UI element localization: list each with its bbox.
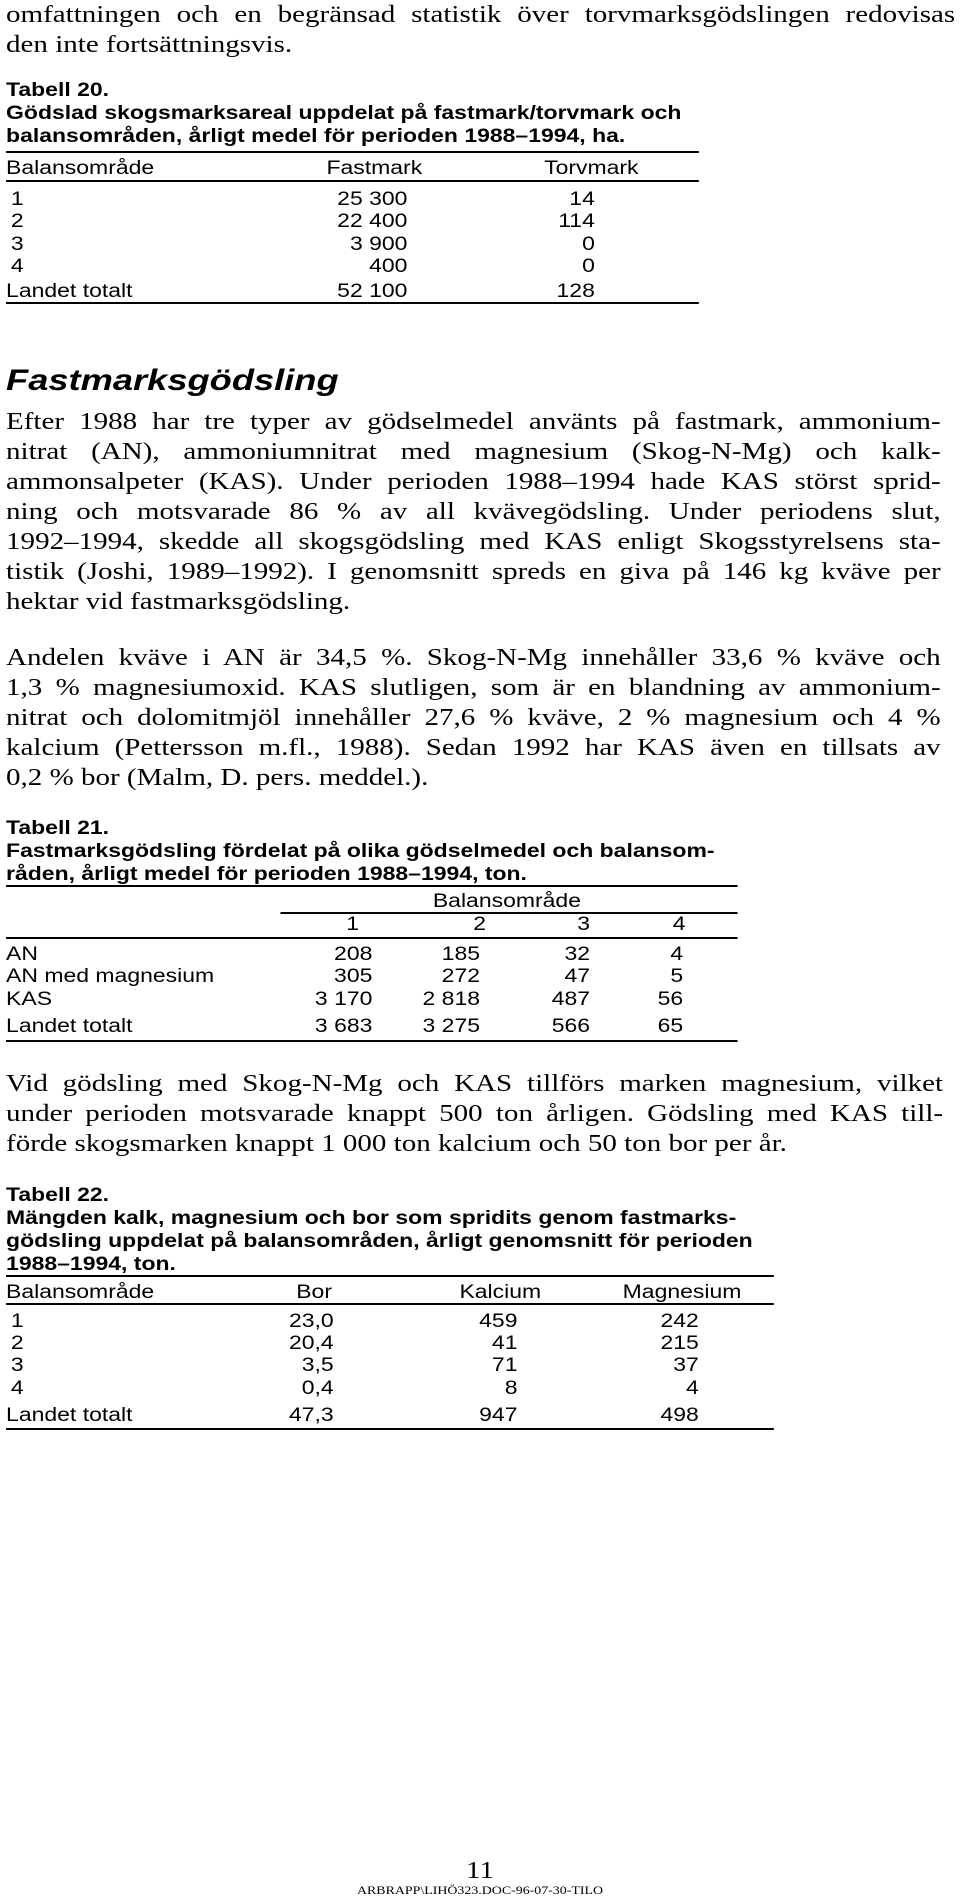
table-cell: 4 (686, 1378, 699, 1399)
text-line: under perioden motsvarade knappt 500 ton årligen. Gödsling med KAS till- (6, 1101, 944, 1127)
table-cell: 272 (441, 966, 480, 987)
text-line: Andelen kväve i AN är 34,5 %. Skog-N-Mg innehåller 33,6 % kväve och (6, 645, 941, 671)
row-label: 2 (10, 1333, 24, 1354)
body-paragraph (6, 407, 941, 617)
table-cell: 0 (582, 234, 595, 255)
table-cell: 3 170 (314, 989, 373, 1010)
row-label: 3 (10, 234, 24, 255)
table-header-row (0, 158, 960, 180)
row-label: 3 (10, 1355, 24, 1376)
table-cell: 23,0 (288, 1311, 334, 1332)
table-row (0, 966, 960, 988)
text-line: Vid gödsling med Skog-N-Mg och KAS tillförs marken magnesium, vilket (6, 1071, 944, 1097)
table-cell: 3 683 (314, 1016, 373, 1037)
table-rule (6, 1428, 774, 1430)
table-cell: 215 (660, 1333, 699, 1354)
column-group-header: Balansområde (432, 891, 581, 912)
table-cell: 14 (569, 189, 595, 210)
table-cell: 242 (660, 1311, 699, 1332)
table-row (0, 1355, 960, 1377)
table-row (0, 256, 960, 278)
row-label: Landet totalt (6, 1016, 133, 1037)
table-cell: 3,5 (301, 1355, 334, 1376)
column-header: Torvmark (544, 158, 639, 179)
table-title-line: Gödslad skogsmarksareal uppdelat på fastmark/torvmark och (6, 103, 682, 124)
table-rule (6, 1275, 774, 1277)
table-cell: 41 (491, 1333, 518, 1354)
table-row (0, 989, 960, 1011)
table-header-row (0, 914, 960, 936)
table-21-caption (6, 817, 714, 886)
table-rule (6, 302, 699, 304)
column-header: Fastmark (326, 158, 423, 179)
table-cell: 4 (670, 944, 684, 965)
table-row (0, 944, 960, 966)
table-cell: 400 (369, 256, 408, 277)
table-cell: 498 (660, 1405, 699, 1426)
table-cell: 20,4 (288, 1333, 334, 1354)
row-label: 4 (10, 256, 24, 277)
row-label: AN med magnesium (6, 966, 215, 987)
table-cell: 71 (491, 1355, 518, 1376)
column-header: Kalcium (459, 1282, 542, 1303)
table-cell: 487 (551, 989, 591, 1010)
table-rule (6, 937, 737, 939)
table-cell: 566 (551, 1016, 591, 1037)
table-row (0, 1311, 960, 1333)
row-label: 2 (10, 211, 24, 232)
intro-paragraph (6, 0, 955, 60)
table-cell: 305 (334, 966, 373, 987)
table-row (0, 189, 960, 211)
table-cell: 3 900 (349, 234, 408, 255)
column-header: Balansområde (6, 158, 155, 179)
text-line: Efter 1988 har tre typer av gödselmedel använts på fastmark, ammonium- (6, 409, 941, 435)
text-line: 1992–1994, skedde all skogsgödsling med KAS enligt Skogsstyrelsens sta- (6, 529, 941, 555)
row-label: 4 (10, 1378, 24, 1399)
table-title-line: gödsling uppdelat på balansområden, årligt genomsnitt för perioden (6, 1231, 753, 1252)
table-row (0, 1333, 960, 1355)
document-reference: ARBRAPP\LIHÖ323.DOC-96-07-30-TILO (356, 1885, 604, 1897)
text-line: 1,3 % magnesiumoxid. KAS slutligen, som är en blandning av ammonium- (6, 675, 941, 701)
table-cell: 3 275 (422, 1016, 480, 1037)
column-header: Magnesium (622, 1282, 742, 1303)
table-cell: 0 (582, 256, 595, 277)
table-total-row (0, 1016, 960, 1038)
table-row (0, 234, 960, 256)
table-cell: 128 (556, 281, 595, 302)
text-line: hektar vid fastmarksgödsling. (6, 589, 351, 615)
table-cell: 37 (673, 1355, 699, 1376)
table-cell: 114 (558, 211, 595, 232)
text-line: nitrat (AN), ammoniumnitrat med magnesium (Skog-N-Mg) och kalk- (6, 439, 941, 465)
text-line: nitrat och dolomitmjöl innehåller 27,6 % kväve, 2 % magnesium och 4 % (6, 705, 941, 731)
table-rule (6, 180, 699, 182)
table-title-line: Mängden kalk, magnesium och bor som spridits genom fastmarks- (6, 1208, 737, 1229)
text-line: förde skogsmarken knappt 1 000 ton kalcium och 50 ton bor per år. (6, 1131, 787, 1157)
table-rule (6, 151, 699, 153)
column-header: Balansområde (6, 1282, 155, 1303)
column-header: 1 (346, 914, 360, 935)
text-line: 0,2 % bor (Malm, D. pers. meddel.). (6, 765, 429, 791)
table-header-row (0, 1282, 960, 1304)
body-paragraph (6, 643, 941, 793)
table-title-line: Fastmarksgödsling fördelat på olika gödselmedel och balansom- (6, 841, 715, 862)
table-cell: 459 (479, 1311, 518, 1332)
table-row (0, 211, 960, 233)
table-cell: 65 (657, 1016, 684, 1037)
table-title-line: råden, årligt medel för perioden 1988–1994, ton. (6, 864, 527, 885)
body-paragraph (6, 1069, 943, 1159)
table-22-caption (6, 1184, 753, 1276)
row-label: Landet totalt (6, 281, 133, 302)
table-label: Tabell 20. (6, 80, 110, 101)
text-line: ning och motsvarade 86 % av all kvävegödsling. Under periodens slut, (6, 499, 941, 525)
table-total-row (0, 281, 960, 303)
text-line: ammonsalpeter (KAS). Under perioden 1988–1994 hade KAS störst sprid- (6, 469, 941, 495)
table-cell: 56 (657, 989, 684, 1010)
table-cell: 22 400 (337, 211, 408, 232)
table-cell: 2 818 (422, 989, 480, 1010)
page-number: 11 (466, 1858, 494, 1884)
text-line: kalcium (Pettersson m.fl., 1988). Sedan 1992 har KAS även en tillsats av (6, 735, 941, 761)
text-line: tistik (Joshi, 1989–1992). I genomsnitt spreds en giva på 146 kg kväve per (6, 559, 941, 585)
table-cell: 8 (504, 1378, 518, 1399)
row-label: 1 (10, 1311, 24, 1332)
section-heading: Fastmarksgödsling (6, 364, 339, 397)
table-cell: 0,4 (301, 1378, 334, 1399)
table-cell: 32 (564, 944, 591, 965)
table-20-caption (6, 79, 681, 148)
column-header: Bor (296, 1282, 332, 1303)
table-label: Tabell 22. (6, 1185, 110, 1206)
table-title-line: 1988–1994, ton. (6, 1254, 176, 1275)
column-header: 2 (473, 914, 487, 935)
table-group-header-row (0, 891, 960, 913)
table-rule (6, 1303, 774, 1305)
table-rule (6, 1040, 737, 1042)
column-header: 4 (672, 914, 686, 935)
row-label: KAS (6, 989, 53, 1010)
text-line: den inte fortsättningsvis. (6, 32, 293, 58)
row-label: Landet totalt (6, 1405, 133, 1426)
table-cell: 25 300 (337, 189, 408, 210)
table-cell: 947 (479, 1405, 518, 1426)
table-cell: 185 (441, 944, 480, 965)
table-rule (6, 885, 737, 887)
table-total-row (0, 1405, 960, 1427)
table-cell: 47 (564, 966, 591, 987)
row-label: AN (6, 944, 38, 965)
table-label: Tabell 21. (6, 818, 110, 839)
table-cell: 52 100 (337, 281, 408, 302)
table-title-line: balansområden, årligt medel för perioden 1988–1994, ha. (6, 126, 626, 147)
table-row (0, 1378, 960, 1400)
table-cell: 47,3 (288, 1405, 334, 1426)
row-label: 1 (10, 189, 24, 210)
column-header: 3 (577, 914, 591, 935)
table-cell: 208 (334, 944, 373, 965)
text-line: omfattningen och en begränsad statistik över torvmarksgödslingen redovisas (6, 2, 956, 28)
table-cell: 5 (670, 966, 684, 987)
